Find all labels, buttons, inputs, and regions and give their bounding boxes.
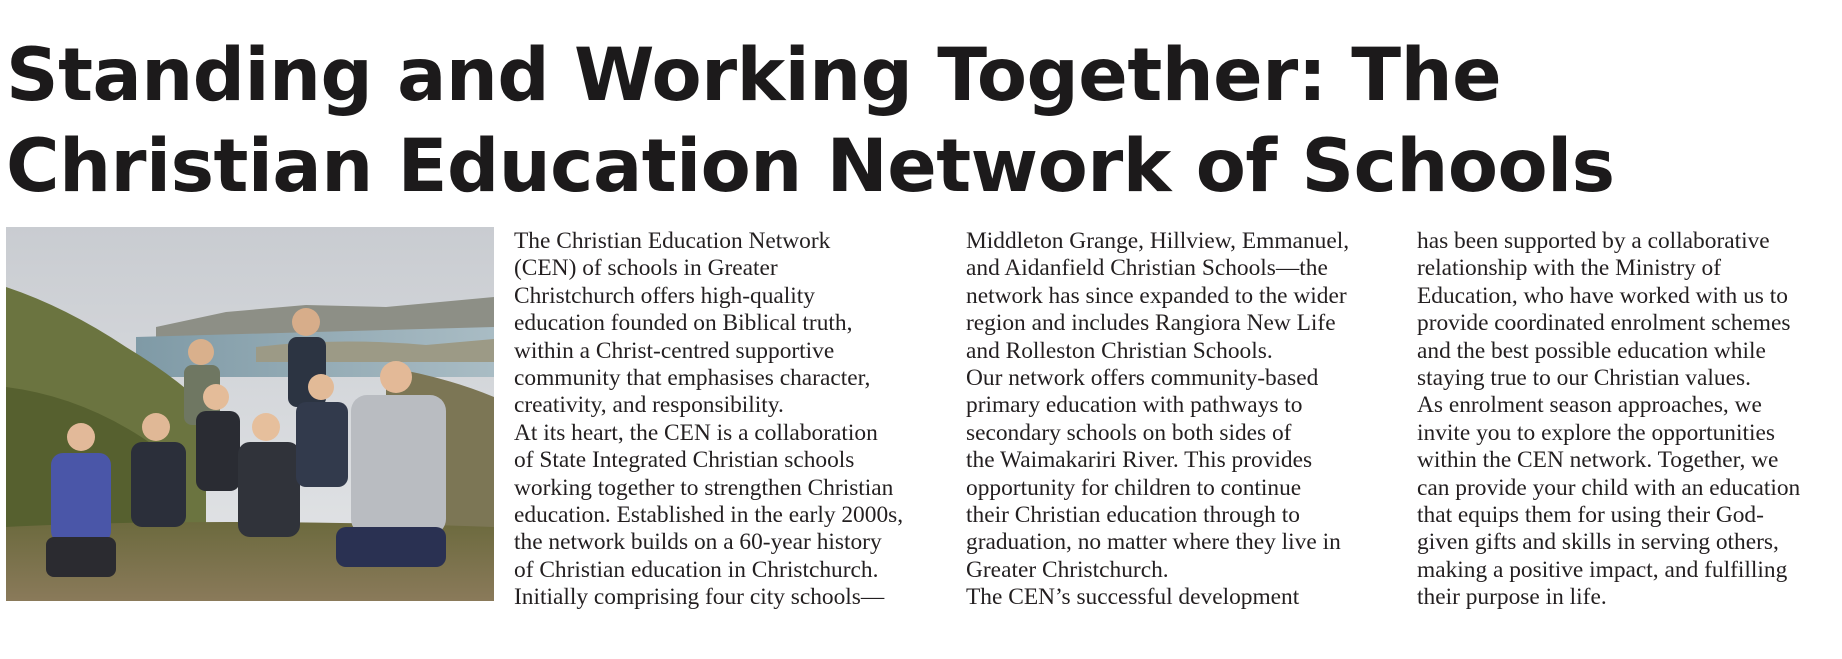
headline-line-1: Standing and Working Together: The <box>6 33 1502 118</box>
paragraph: At its heart, the CEN is a collaboration of State Integrated Christian schools working together to strengthen Christian education. Established in the early 2000s, the network builds on a 60-year history of Christian education in Christchurch. Initially comprising four city schools— <box>514 419 904 611</box>
paragraph: The CEN’s successful development <box>966 584 1300 611</box>
group-photo-image <box>6 227 494 601</box>
headline <box>6 30 1836 212</box>
paragraph: Middleton Grange, Hillview, Emmanuel, and Aidanfield Christian Schools—the network has since expanded to the wider region and includes Rangiora New Life and Rolleston Christian Schools. <box>966 228 1350 364</box>
group-photo <box>6 227 494 601</box>
paragraph: The Christian Education Network (CEN) of schools in Greater Christchurch offers high-quality education founded on Biblical truth, within a Christ-centred supportive community that emphasises character, creativity, and responsibility. <box>514 228 871 419</box>
headline-line-2: Christian Education Network of Schools <box>6 124 1615 209</box>
paragraph: As enrolment season approaches, we invite you to explore the opportunities within the CEN network. Together, we can provide your child with an education that equips them for using their God- given gifts and skills in serving others, making a positive impact, and fulfilling their purpose in life. <box>1417 392 1801 611</box>
article-column-2 <box>966 228 1396 612</box>
article-column-3 <box>1417 228 1842 612</box>
paragraph: Our network offers community-based primary education with pathways to secondary schools on both sides of the Waimakariri River. This provides opportunity for children to continue their Christian education through to graduation, no matter where they live in Greater Christchurch. <box>966 365 1341 583</box>
paragraph: has been supported by a collaborative relationship with the Ministry of Education, who have worked with us to provide coordinated enrolment schemes and the best possible education while staying true to our Christian values. <box>1417 228 1791 392</box>
article-column-1 <box>514 228 944 612</box>
